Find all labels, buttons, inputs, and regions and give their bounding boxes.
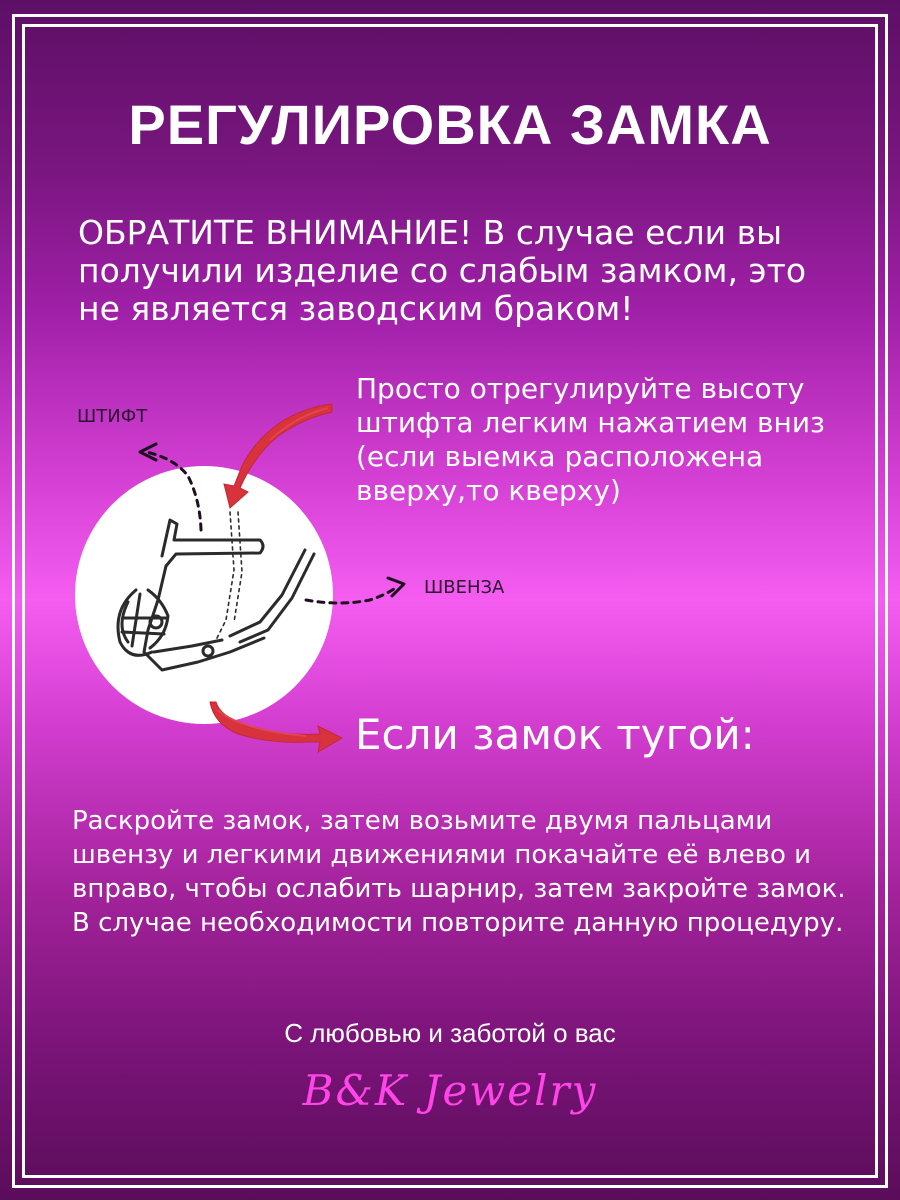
tight-lock-heading: Если замок тугой: (355, 710, 755, 759)
pin-arrowhead (140, 444, 156, 460)
shvenza-arrowhead (388, 578, 404, 596)
notice-text: ОБРАТИТЕ ВНИМАНИЕ! В случае если вы получили изделие со слабым замком, это не является заводским браком! (78, 213, 807, 328)
page-title: РЕГУЛИРОВКА ЗАМКА (128, 93, 772, 156)
earring-lock-diagram (70, 390, 490, 760)
brand-name: B&K Jewelry (302, 1066, 598, 1115)
adjust-instruction-text: Просто отрегулируйте высоту штифта легким нажатием вниз (если выемка расположена вверху,то кверху) (356, 372, 825, 507)
label-shvenza: ШВЕНЗА (424, 577, 505, 598)
label-pin: ШТИФТ (77, 406, 148, 427)
instructions-text: Раскройте замок, затем возьмите двумя пальцами швензу и легкими движениями покачайте её влево и вправо, чтобы ослабить шарнир, затем закройте замок. В случае необходимости повторите данную процедуру. (72, 806, 846, 938)
love-line: С любовью и заботой о вас (284, 1018, 616, 1048)
